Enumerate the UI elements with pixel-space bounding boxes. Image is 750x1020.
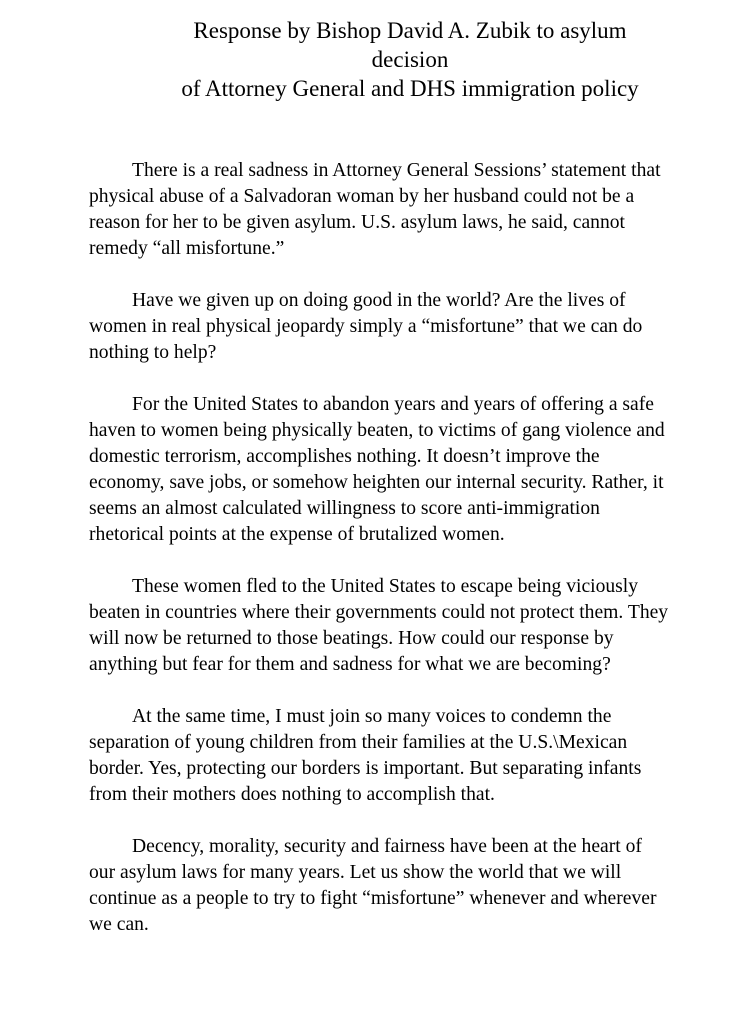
paragraph: There is a real sadness in Attorney General Sessions’ statement that physical abuse of a Salvadoran woman by her husband could not be a reason for her to be given asylum. U.S. asylum laws, he said, cannot remedy “all misfortune.” — [89, 160, 661, 259]
paragraph: At the same time, I must join so many voices to condemn the separation of young children from their families at the U.S.\Mexican border. Yes, protecting our borders is important. But separating infants from their mothers does nothing to accomplish that. — [89, 706, 642, 805]
paragraph: Decency, morality, security and fairness have been at the heart of our asylum laws for many years. Let us show the world that we will continue as a people to try to fight “misfortune” whenever and wherever we can. — [89, 836, 657, 935]
document-body — [89, 158, 669, 938]
title-line: of Attorney General and DHS immigration policy — [181, 76, 639, 101]
paragraph: These women fled to the United States to escape being viciously beaten in countries where their governments could not protect them. They will now be returned to those beatings. How could our response by anything but fear for them and sadness for what we are becoming? — [89, 576, 669, 675]
title-line: Response by Bishop David A. Zubik to asylum — [193, 18, 627, 43]
document-title — [90, 16, 730, 103]
paragraph: Have we given up on doing good in the world? Are the lives of women in real physical jeopardy simply a “misfortune” that we can do nothing to help? — [89, 290, 643, 363]
paragraph: For the United States to abandon years and years of offering a safe haven to women being physically beaten, to victims of gang violence and domestic terrorism, accomplishes nothing. It doesn’t improve the economy, save jobs, or somehow heighten our internal security. Rather, it seems an almost calculated willingness to score anti-immigration rhetorical points at the expense of brutalized women. — [89, 394, 665, 545]
title-line: decision — [371, 47, 449, 72]
